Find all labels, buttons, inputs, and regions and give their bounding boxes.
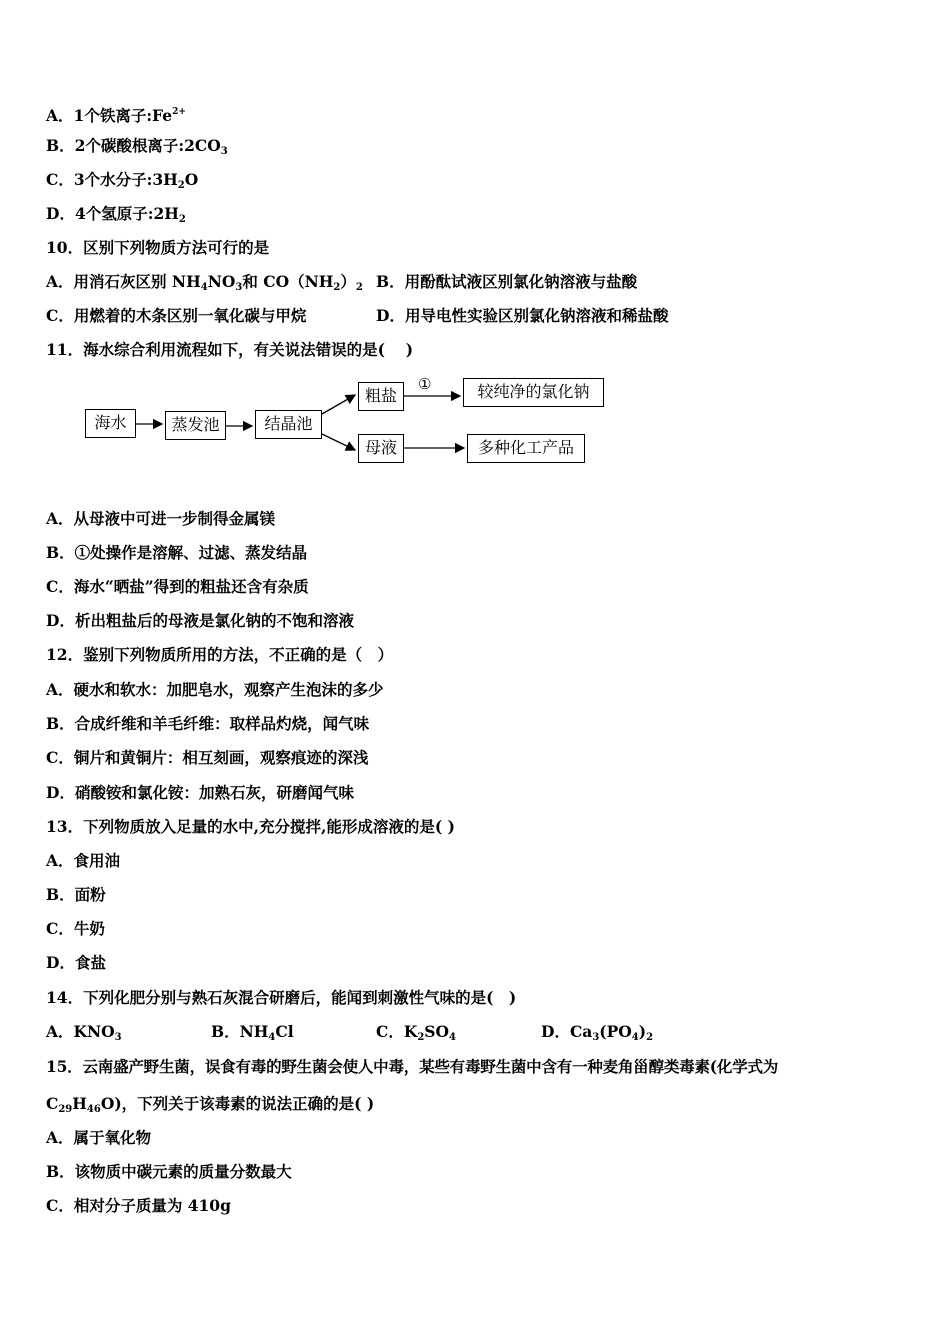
q10-stem: 10．区别下列物质方法可行的是 <box>46 238 270 257</box>
flow-box-crude-salt: 粗盐 <box>358 382 404 411</box>
q12-stem: 12．鉴别下列物质所用的方法，不正确的是（ ） <box>46 645 394 664</box>
q11-option-c: C．海水“晒盐”得到的粗盐还含有杂质 <box>46 577 309 596</box>
q10-option-c: C．用燃着的木条区别一氧化碳与甲烷 <box>46 306 307 325</box>
flow-step-label: ① <box>418 375 432 393</box>
q10-option-b: B．用酚酞试液区别氯化钠溶液与盐酸 <box>376 272 638 291</box>
q13-option-b: B．面粉 <box>46 885 106 904</box>
q15-stem-line1: 15．云南盛产野生菌，误食有毒的野生菌会使人中毒，某些有毒野生菌中含有一种麦角甾醇类毒素(化学式为 <box>46 1057 779 1076</box>
q9-option-b: B．2个碳酸根离子$:2CO_3$ <box>46 136 228 157</box>
q14-option-c: C．$K_2SO_4$ <box>376 1022 456 1043</box>
q15-option-b: B．该物质中碳元素的质量分数最大 <box>46 1162 292 1181</box>
q11-option-b: B．①处操作是溶解、过滤、蒸发结晶 <box>46 543 308 562</box>
q9-option-c: C．3个水分子$:3H_2O$ <box>46 170 199 191</box>
q13-option-a: A．食用油 <box>46 851 121 870</box>
q10-option-a: A．用消石灰区别 $NH_4NO_3$和 $CO(NH_2)_2$ <box>46 272 363 293</box>
q15-option-a: A．属于氧化物 <box>46 1128 152 1147</box>
q9-option-d: D．4个氢原子$:2H_2$ <box>46 204 186 225</box>
flow-box-pure-nacl: 较纯净的氯化钠 <box>463 378 604 407</box>
q13-option-d: D．食盐 <box>46 953 106 972</box>
q15-option-c: C．相对分子质量为 410g <box>46 1196 231 1215</box>
q11-stem: 11．海水综合利用流程如下，有关说法错误的是( ) <box>46 340 414 359</box>
q14-option-d: D．$Ca_3(PO_4)_2$ <box>541 1022 654 1043</box>
q12-option-b: B．合成纤维和羊毛纤维：取样品灼烧，闻气味 <box>46 714 370 733</box>
q13-stem: 13．下列物质放入足量的水中,充分搅拌,能形成溶液的是( ) <box>46 817 455 836</box>
q13-option-c: C．牛奶 <box>46 919 105 938</box>
q15-stem-line2: $C_{29}H_{46}O$)，下列关于该毒素的说法正确的是( ) <box>46 1094 375 1115</box>
q12-option-a: A．硬水和软水：加肥皂水，观察产生泡沫的多少 <box>46 680 384 699</box>
q12-option-c: C．铜片和黄铜片：相互刻画，观察痕迹的深浅 <box>46 748 369 767</box>
q11-option-d: D．析出粗盐后的母液是氯化钠的不饱和溶液 <box>46 611 354 630</box>
flow-arrows <box>0 0 950 500</box>
flow-box-chemical-products: 多种化工产品 <box>467 434 585 463</box>
q9-option-a: A．1个铁离子$:Fe^{2+}$ <box>46 106 186 125</box>
flow-box-mother-liquor: 母液 <box>358 434 404 463</box>
q14-option-a: A．$KNO_3$ <box>46 1022 122 1043</box>
q11-option-a: A．从母液中可进一步制得金属镁 <box>46 509 276 528</box>
q12-option-d: D．硝酸铵和氯化铵：加熟石灰，研磨闻气味 <box>46 783 354 802</box>
flow-box-seawater: 海水 <box>85 409 136 438</box>
flow-box-crystallization-pond: 结晶池 <box>255 410 322 439</box>
flow-box-evaporation-pond: 蒸发池 <box>165 411 226 440</box>
q14-stem: 14．下列化肥分别与熟石灰混合研磨后，能闻到刺激性气味的是( ) <box>46 988 517 1007</box>
q14-option-b: B．$NH_4Cl$ <box>211 1022 294 1043</box>
q10-option-d: D．用导电性实验区别氯化钠溶液和稀盐酸 <box>376 306 669 325</box>
